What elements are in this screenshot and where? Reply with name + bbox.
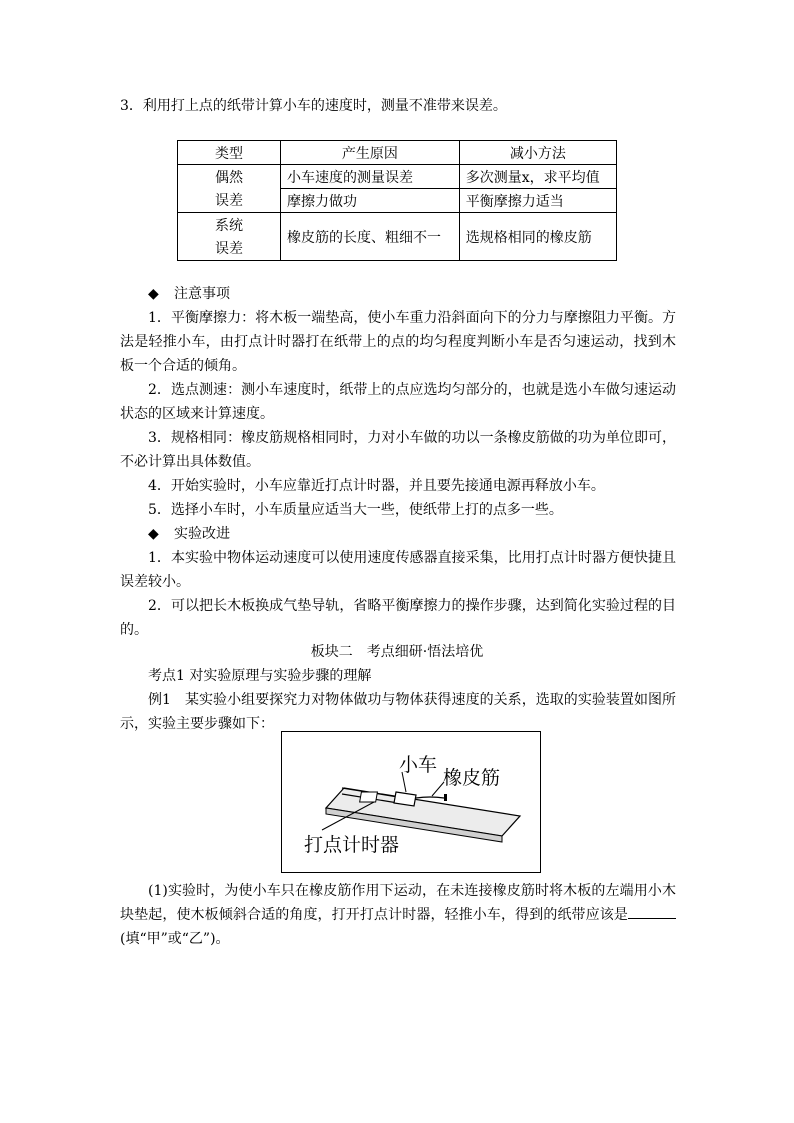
table-header: 减小方法: [459, 141, 616, 165]
improvement-1: 1．本实验中物体运动速度可以使用速度传感器直接采集，比用打点计时器方便快捷且误差较小。: [120, 550, 676, 590]
diamond-icon: ◆: [148, 526, 159, 542]
example-text: 例1 某实验小组要探究力对物体做功与物体获得速度的关系，选取的实验装置如图所示，实验主要步骤如下：: [120, 692, 676, 732]
table-header: 产生原因: [281, 141, 460, 165]
note-1: 1．平衡摩擦力：将木板一端垫高，使小车重力沿斜面向下的分力与摩擦阻力平衡。方法是轻推小车，由打点计时器打在纸带上的点的均匀程度判断小车是否匀速运动，找到木板一个合适的倾角。: [120, 310, 676, 374]
improvement-2: 2．可以把长木板换成气垫导轨，省略平衡摩擦力的操作步骤，达到简化实验过程的目的。: [120, 598, 676, 638]
question-text: (1)实验时，为使小车只在橡皮筋作用下运动，在未连接橡皮筋时将木板的左端用小木块垫起，使木板倾斜合适的角度，打开打点计时器，轻推小车，得到的纸带应该是: [120, 883, 676, 923]
block-heading: 板块二 考点细研·悟法培优: [310, 644, 484, 660]
label-cart: 小车: [399, 754, 438, 776]
error-table: [177, 140, 617, 261]
table-header: 类型: [178, 141, 281, 165]
table-cell: 多次测量x，求平均值: [459, 165, 616, 189]
type-label: 误差: [215, 193, 243, 209]
note-3: 3．规格相同：橡皮筋规格相同时，力对小车做的功以一条橡皮筋做的功为单位即可，不必计算出具体数值。: [120, 430, 676, 470]
note-4: 4．开始实验时，小车应靠近打点计时器，并且要先接通电源再释放小车。: [148, 478, 605, 494]
table-header-row: [178, 141, 617, 165]
question-1: [120, 879, 676, 951]
type-systematic: [178, 213, 281, 261]
cart: [394, 792, 416, 806]
section-improve-heading: [148, 522, 230, 546]
topic-heading: 考点1 对实验原理与实验步骤的理解: [148, 668, 372, 684]
note-2: 2．选点测速：测小车速度时，纸带上的点应选均匀部分的，也就是选小车做匀速运动状态的区域来计算速度。: [120, 382, 676, 422]
apparatus-figure: [281, 731, 541, 873]
item-3-text: 3．利用打上点的纸带计算小车的速度时，测量不准带来误差。: [120, 98, 507, 114]
rubber-band: [416, 797, 444, 798]
table-cell: 摩擦力做功: [281, 189, 460, 213]
apparatus-diagram: [282, 732, 540, 872]
section-title: 实验改进: [174, 526, 230, 542]
type-label: 偶然: [215, 170, 243, 186]
table-cell: 平衡摩擦力适当: [459, 189, 616, 213]
timer-device: [360, 792, 378, 802]
type-accidental: [178, 165, 281, 213]
nail: [444, 794, 447, 801]
type-label: 系统: [215, 218, 243, 234]
label-rubber-band: 橡皮筋: [443, 767, 501, 789]
answer-blank[interactable]: [628, 904, 676, 919]
section-title: 注意事项: [174, 286, 230, 302]
note-5: 5．选择小车时，小车质量应适当大一些，使纸带上打的点多一些。: [148, 502, 563, 518]
section-notes-heading: [148, 282, 230, 306]
table-row: [178, 165, 617, 189]
table-cell: 选规格相同的橡皮筋: [459, 213, 616, 261]
table-cell: 橡皮筋的长度、粗细不一: [281, 213, 460, 261]
type-label: 误差: [215, 241, 243, 257]
table-cell: 小车速度的测量误差: [281, 165, 460, 189]
diamond-icon: ◆: [148, 286, 159, 302]
question-text: (填“甲”或“乙”)。: [120, 931, 230, 947]
label-timer: 打点计时器: [304, 834, 400, 856]
table-row: [178, 213, 617, 261]
